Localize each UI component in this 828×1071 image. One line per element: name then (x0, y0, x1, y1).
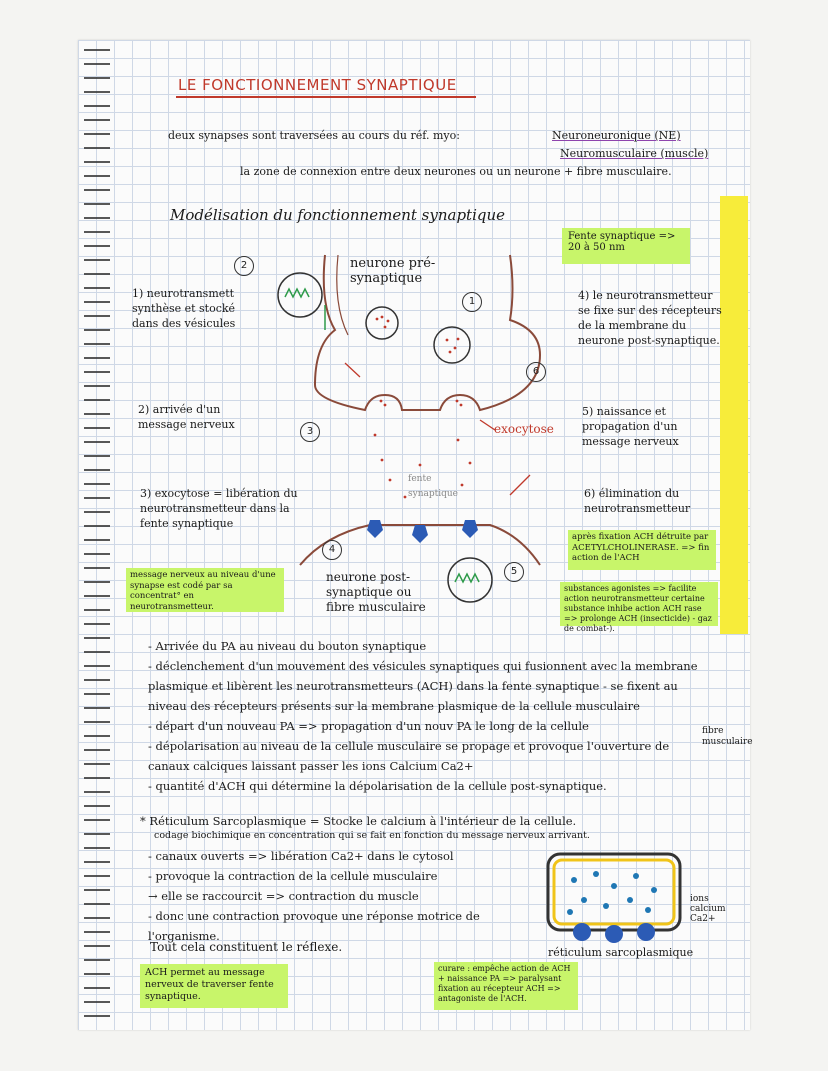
conclusion: Tout cela constituent le réflexe. (150, 940, 343, 954)
circle-number-1: 1 (462, 292, 482, 312)
reticulum-line-5: → elle se raccourcit => contraction du muscle (148, 889, 419, 903)
bullet-4: - dépolarisation au niveau de la cellule musculaire se propage et provoque l'ouverture de canaux calciques laissant passer les ions Calcium Ca2+ (148, 739, 670, 773)
bullet-3: - départ d'un nouveau PA => propagation d'un nouv PA le long de la cellule (148, 719, 589, 733)
note-ach-destruction: après fixation ACH détruite par ACETYLCHOLINERASE. => fin action de l'ACH (568, 530, 716, 570)
reticulum-illustration (544, 850, 684, 945)
note-curare: curare : empêche action de ACH + naissance PA => paralysant fixation au récepteur ACH => antagoniste de l'ACH. (434, 962, 578, 1010)
label-exocytose: exocytose (494, 422, 554, 436)
note-ach-permet: ACH permet au message nerveux de traverser fente synaptique. (140, 964, 288, 1008)
step-4: 4) le neurotransmetteur se fixe sur des récepteurs de la membrane du neurone post-synaptique. (578, 289, 722, 347)
step-5: 5) naissance et propagation d'un message nerveux (582, 405, 679, 448)
reticulum-line-3: - canaux ouverts => libération Ca2+ dans le cytosol (148, 849, 454, 863)
spiral-binding (84, 44, 110, 1024)
circle-number-6: 6 (526, 362, 546, 382)
reticulum-line-4: - provoque la contraction de la cellule musculaire (148, 869, 438, 883)
reticulum-list (148, 846, 538, 946)
label-neurone-post: neurone post-synaptique ou fibre musculaire (326, 570, 426, 614)
step-2: 2) arrivée d'un message nerveux (138, 403, 235, 431)
intro-line-2: la zone de connexion entre deux neurones ou un neurone + fibre musculaire. (240, 165, 672, 178)
diagram-title: Modélisation du fonctionnement synaptique (170, 206, 506, 224)
title-underline (176, 96, 476, 98)
step-6: 6) élimination du neurotransmetteur (584, 487, 691, 515)
label-fente: fente synaptique (408, 474, 459, 499)
fibre-note: fibre musculaire (702, 726, 753, 747)
reticulum-line-6: - donc une contraction provoque une réponse motrice de l'organisme. (148, 909, 480, 943)
yellow-highlight-strip (720, 196, 748, 634)
bullet-5: - quantité d'ACH qui détermine la dépolarisation de la cellule post-synaptique. (148, 779, 607, 793)
intro-line-1: deux synapses sont traversées au cours du réf. myo: (168, 129, 460, 142)
reticulum-caption: réticulum sarcoplasmique (548, 946, 694, 959)
circle-number-2: 2 (234, 256, 254, 276)
ions-label: ions calcium Ca2+ (690, 894, 726, 924)
vesicle-2 (434, 327, 470, 363)
note-substances: substances agonistes => facilite action neurotransmetteur certaine substance inhibe action ACH rase => prolonge ACH (insecticide) - gaz de combat-). (560, 582, 718, 626)
bullet-2: - déclenchement d'un mouvement des vésicules synaptiques qui fusionnent avec la membrane plasmique et libèrent les neurotransmetteurs (ACH) dans la fente synaptique - se fixent au niveau des récepteurs présents sur la membrane plasmique de la cellule musculaire (148, 659, 698, 713)
reticulum-line-2: codage biochimique en concentration qui se fait en fonction du message nerveux arrivant. (154, 830, 590, 841)
reticulum-line-1: * Réticulum Sarcoplasmique = Stocke le calcium à l'intérieur de la cellule. (140, 814, 577, 828)
step-3: 3) exocytose = libération du neurotransmetteur dans la fente synaptique (140, 487, 298, 530)
vesicle-1 (366, 307, 398, 339)
label-neurone-pre: neurone pré-synaptique (350, 256, 436, 286)
intro-type-2: Neuromusculaire (muscle) (560, 147, 709, 160)
fente-size-box: Fente synaptique => 20 à 50 nm (562, 228, 690, 264)
note-message-code: message nerveux au niveau d'une synapse est codé par sa concentrat° en neurotransmetteur. (126, 568, 284, 612)
page-title: LE FONCTIONNEMENT SYNAPTIQUE (178, 76, 457, 94)
circle-number-5: 5 (504, 562, 524, 582)
bullet-1: - Arrivée du PA au niveau du bouton synaptique (148, 639, 427, 653)
circle-number-3: 3 (300, 422, 320, 442)
step-1: 1) neurotransmett synthèse et stocké dans des vésicules (132, 287, 236, 330)
intro-type-1: Neuroneuronique (NE) (552, 129, 681, 142)
circle-number-4: 4 (322, 540, 342, 560)
presynaptic-inner (337, 255, 348, 335)
mechanism-list (148, 636, 708, 796)
